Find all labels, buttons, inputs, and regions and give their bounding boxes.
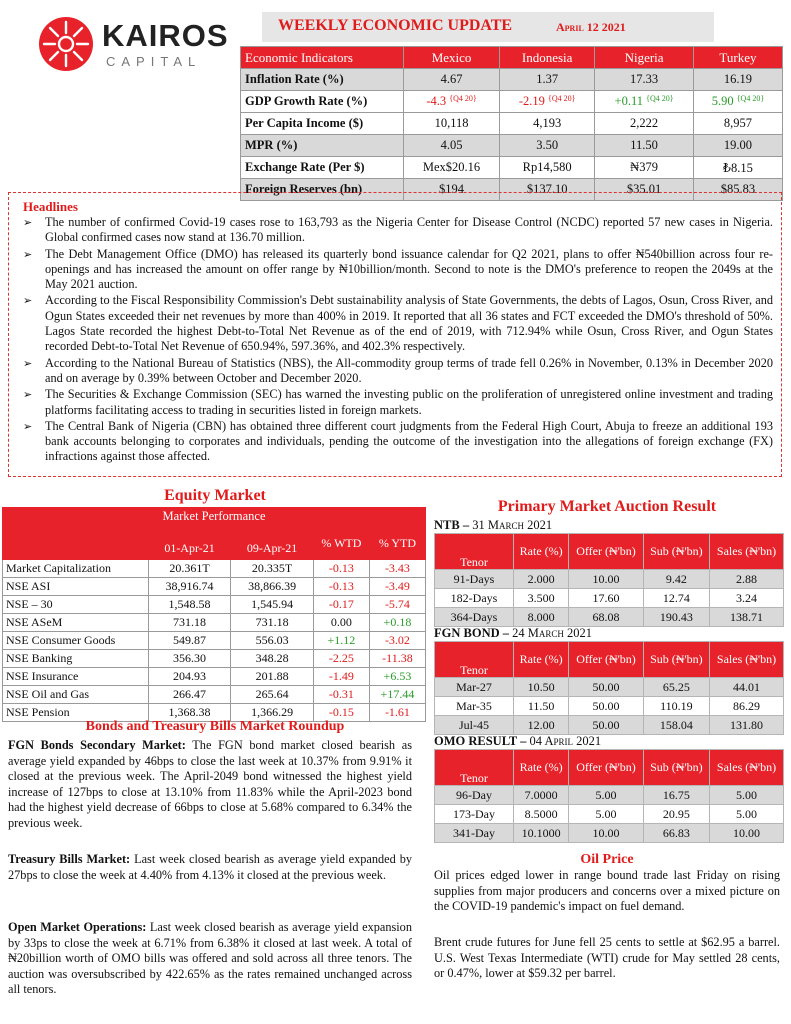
- table-cell: 11.50: [595, 135, 694, 157]
- column-header: Nigeria: [595, 47, 694, 69]
- table-cell: ₦379: [595, 157, 694, 179]
- equity-market-title: Equity Market: [164, 487, 266, 504]
- table-cell: 4,193: [500, 113, 595, 135]
- kairos-logo-icon: [38, 16, 94, 72]
- table-cell: Rp14,580: [500, 157, 595, 179]
- omo-result-table: [434, 749, 784, 843]
- table-row: NSE Insurance 204.93 201.88 -1.49 +6.53: [3, 668, 426, 686]
- column-header: [3, 526, 149, 560]
- list-item: ➢ The number of confirmed Covid-19 cases rose to 163,793 as the Nigeria Center for Disease Control (NCDC) reported 57 new cases in Nigeria. Global confirmed cases now stand at 136.70 million.: [45, 215, 773, 246]
- row-label: Foreign Reserves (bn): [241, 179, 404, 201]
- omo-paragraph: Open Market Operations: Last week closed bearish as average yield expansion by 33ps to close the week at 6.71% from 6.38% it closed at last week. A total of ₦20billion worth of OMO bills was offered and sold across all three tenors. The auction was oversubscribed by 422.65% as the rates remained unchanged across all tenors.: [8, 920, 412, 996]
- table-row: Mar-27 10.50 50.00 65.25 44.01: [435, 678, 784, 697]
- table-row: 364-Days 8.000 68.08 190.43 138.71: [435, 608, 784, 627]
- list-item: ➢ The Debt Management Office (DMO) has released its quarterly bond issuance calendar for Q2 2021, plans to offer ₦540billion across four re-openings and has increased the amount on offer range by ₦10billion/month. Second to note is the DMO's preference to reopen the 2049s at the May 2021 auction.: [45, 247, 773, 293]
- headlines-title: Headlines: [23, 199, 78, 214]
- table-row: 96-Day 7.0000 5.00 16.75 5.00: [435, 786, 784, 805]
- column-header: Indonesia: [500, 47, 595, 69]
- column-header: % WTD: [313, 526, 369, 560]
- oil-price-title: Oil Price: [580, 852, 634, 867]
- report-title: WEEKLY ECONOMIC UPDATE: [278, 17, 513, 34]
- table-row: 182-Days 3.500 17.60 12.74 3.24: [435, 589, 784, 608]
- column-header: 01-Apr-21: [148, 526, 231, 560]
- ntb-table: [434, 533, 784, 627]
- report-date: April 12 2021: [556, 20, 626, 34]
- equity-market-table: [2, 507, 426, 722]
- fgn-bond-label: FGN BOND – 24 March 2021: [434, 626, 592, 640]
- list-item: ➢ The Central Bank of Nigeria (CBN) has obtained three different court judgments from the Federal High Court, Abuja to freeze an additional 193 bank accounts belonging to corporates and individuals, pending the outcome of the investigation into the allegations of foreign exchange (FX) infractions against those affected.: [45, 419, 773, 465]
- table-subtitle: Market Performance: [3, 508, 426, 526]
- table-row: 91-Days 2.000 10.00 9.42 2.88: [435, 570, 784, 589]
- table-row: NSE Oil and Gas 266.47 265.64 -0.31 +17.44: [3, 686, 426, 704]
- table-row: [241, 113, 783, 135]
- table-cell: Mex$20.16: [404, 157, 500, 179]
- table-cell: $85.83: [693, 179, 782, 201]
- table-cell: 3.50: [500, 135, 595, 157]
- table-row: 173-Day 8.5000 5.00 20.95 5.00: [435, 805, 784, 824]
- report-title-bar: [262, 12, 714, 42]
- row-label: Exchange Rate (Per $): [241, 157, 404, 179]
- column-header: 09-Apr-21: [231, 526, 314, 560]
- row-label: GDP Growth Rate (%): [241, 91, 404, 113]
- table-cell: $194: [404, 179, 500, 201]
- table-header-row: [3, 508, 426, 526]
- table-cell: 17.33: [595, 69, 694, 91]
- oil-paragraph: Brent crude futures for June fell 25 cents to settle at $62.95 a barrel. U.S. West Texas Intermediate (WTI) crude for May settled 28 cents, or 0.47%, lower at $59.32 per barrel.: [434, 935, 780, 980]
- table-cell: +0.11 $^{\{Q4 20\}}$: [595, 91, 694, 113]
- column-header: Economic Indicators: [241, 47, 404, 69]
- table-header-row: Tenor Rate (%) Offer (₦'bn) Sub (₦'bn) Sales (₦'bn): [435, 642, 784, 678]
- column-header: Mexico: [404, 47, 500, 69]
- brand-name: KAIROS: [102, 18, 229, 53]
- omo-result-label: OMO RESULT – 04 April 2021: [434, 734, 602, 748]
- table-row: Mar-35 11.50 50.00 110.19 86.29: [435, 697, 784, 716]
- table-row: NSE ASeM 731.18 731.18 0.00 +0.18: [3, 614, 426, 632]
- headlines-list: [9, 215, 783, 466]
- row-label: MPR (%): [241, 135, 404, 157]
- table-row: NSE – 30 1,548.58 1,545.94 -0.17 -5.74: [3, 596, 426, 614]
- fgn-bond-table: [434, 641, 784, 735]
- table-row: Market Capitalization 20.361T 20.335T -0.13 -3.43: [3, 560, 426, 578]
- table-row: NSE Consumer Goods 549.87 556.03 +1.12 -3.02: [3, 632, 426, 650]
- bonds-section-title: Bonds and Treasury Bills Market Roundup: [85, 719, 345, 734]
- column-header: % YTD: [369, 526, 425, 560]
- table-cell: $137.10: [500, 179, 595, 201]
- table-row: [241, 135, 783, 157]
- headlines-box: [8, 192, 782, 477]
- table-cell: 10,118: [404, 113, 500, 135]
- list-item: ➢ According to the Fiscal Responsibility Commission's Debt sustainability analysis of State Governments, the debts of Lagos, Osun, Cross River, and Ogun States exceeded their net revenues by more than 400% in 2019. It reported that all 36 states and FCT exceeded the DMO's threshold of 50%. Lagos State recorded the highest Debt-to-Total Net Revenue as of the end of 2019, with 712.94% while Osun, Cross River, and Ogun States recorded Debt-to-Total Net Revenue of 650.94%, 597.36%, and 402.3% respectively.: [45, 293, 773, 354]
- ntb-label: NTB – 31 March 2021: [434, 518, 553, 532]
- table-row: 341-Day 10.1000 10.00 66.83 10.00: [435, 824, 784, 843]
- table-cell: -4.3 $^{\{Q4 20\}}$: [404, 91, 500, 113]
- table-row: [241, 91, 783, 113]
- table-header-row: [241, 47, 783, 69]
- table-row: [241, 157, 783, 179]
- table-cell: 4.67: [404, 69, 500, 91]
- table-cell: 19.00: [693, 135, 782, 157]
- table-cell: 4.05: [404, 135, 500, 157]
- table-cell: 5.90 $^{\{Q4 20\}}$: [693, 91, 782, 113]
- table-row: [241, 69, 783, 91]
- column-header: Turkey: [693, 47, 782, 69]
- auction-title: Primary Market Auction Result: [497, 498, 717, 515]
- table-cell: ₺8.15: [693, 157, 782, 179]
- table-cell: $35.01: [595, 179, 694, 201]
- list-item: ➢ According to the National Bureau of Statistics (NBS), the All-commodity group terms of trade fell 0.26% in November, 0.13% in December 2020 and on average by 0.39% between October and December 2020.: [45, 356, 773, 387]
- table-cell: -2.19 $^{\{Q4 20\}}$: [500, 91, 595, 113]
- table-row: Jul-45 12.00 50.00 158.04 131.80: [435, 716, 784, 735]
- table-cell: 1.37: [500, 69, 595, 91]
- brand-subtitle: CAPITAL: [106, 54, 202, 69]
- table-cell: 2,222: [595, 113, 694, 135]
- table-cell: 8,957: [693, 113, 782, 135]
- table-header-row: Tenor Rate (%) Offer (₦'bn) Sub (₦'bn) Sales (₦'bn): [435, 750, 784, 786]
- economic-indicators-table: [240, 46, 783, 201]
- list-item: ➢ The Securities & Exchange Commission (SEC) has warned the investing public on the proliferation of unregistered online investment and trading platforms facilitating access to trading in securities listed in foreign markets.: [45, 387, 773, 418]
- table-row: NSE ASI 38,916.74 38,866.39 -0.13 -3.49: [3, 578, 426, 596]
- table-header-row: [3, 526, 426, 560]
- table-row: NSE Banking 356.30 348.28 -2.25 -11.38: [3, 650, 426, 668]
- company-logo: [38, 14, 258, 76]
- row-label: Per Capita Income ($): [241, 113, 404, 135]
- table-cell: 16.19: [693, 69, 782, 91]
- oil-paragraph: Oil prices edged lower in range bound trade last Friday on rising supplies from major producers and concerns over a mixed picture on the COVID-19 pandemic's impact on fuel demand.: [434, 868, 780, 913]
- bonds-paragraph: FGN Bonds Secondary Market: The FGN bond market closed bearish as average yield expanded by 46bps to close the last week at 10.37% from 9.91% it closed at the previous week. The April-2049 bond witnessed the highest yield increase of 127bps to close at 13.10% from 11.83% while the April-2023 bond had the highest yield decrease of 66bps to close at 5.68% compared to 6.34% the previous week.: [8, 738, 412, 830]
- table-header-row: Tenor Rate (%) Offer (₦'bn) Sub (₦'bn) Sales (₦'bn): [435, 534, 784, 570]
- tbills-paragraph: Treasury Bills Market: Last week closed bearish as average yield expanded by 27bps to close the week at 4.40% from 4.13% it closed at the previous week.: [8, 852, 412, 882]
- row-label: Inflation Rate (%): [241, 69, 404, 91]
- table-row: NSE Pension 1,368.38 1,366.29 -0.15 -1.61: [3, 704, 426, 722]
